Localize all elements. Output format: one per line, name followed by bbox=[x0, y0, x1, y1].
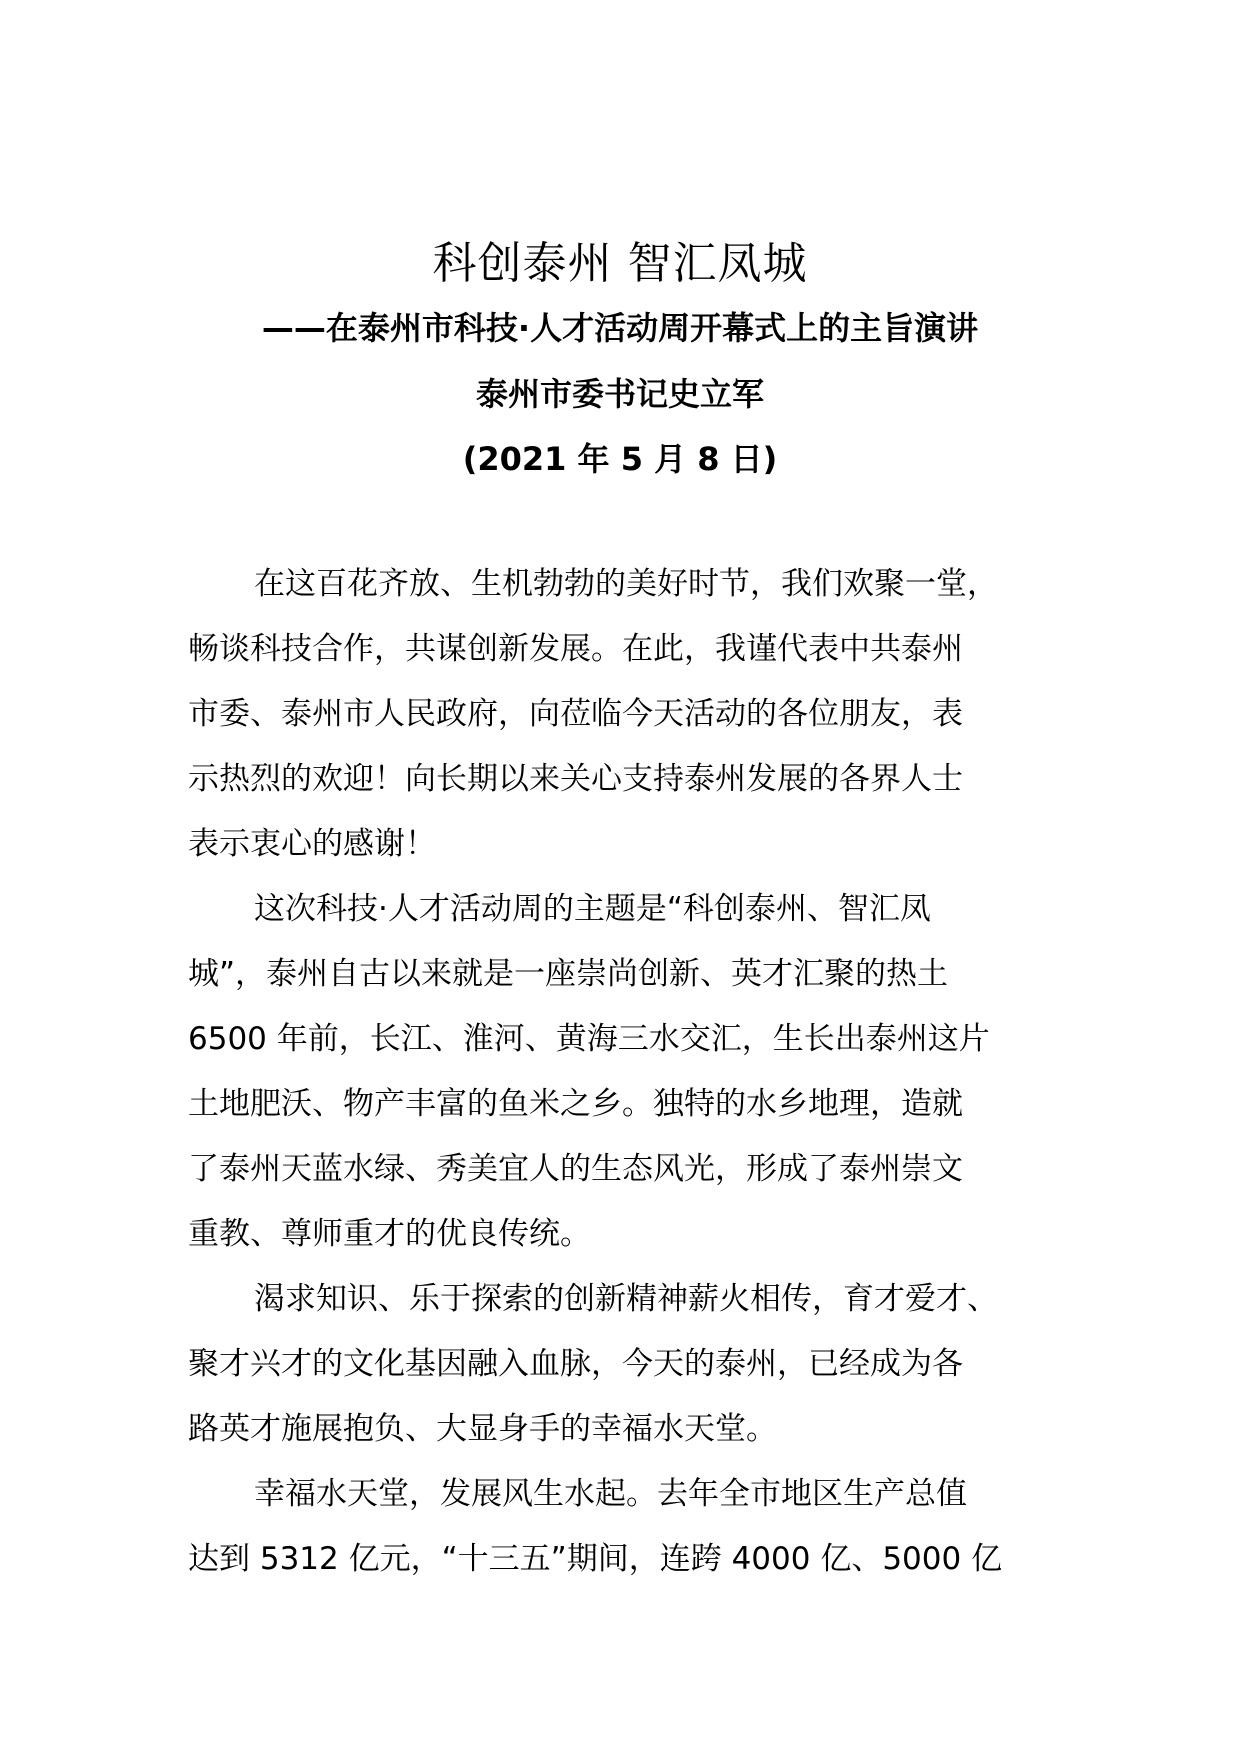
document-author: 泰州市委书记史立军 bbox=[475, 375, 764, 413]
paragraph-4-line-1: 幸福水天堂，发展风生水起。去年全市地区生产总值 bbox=[254, 1476, 967, 1512]
document-subtitle: ——在泰州市科技·人才活动周开幕式上的主旨演讲 bbox=[261, 309, 979, 347]
document-body bbox=[188, 552, 1088, 1592]
paragraph-3-line-3: 路英才施展抱负、大显身手的幸福水天堂。 bbox=[188, 1411, 777, 1447]
paragraph-4-line-2: 达到 5312 亿元，“十三五”期间，连跨 4000 亿、5000 亿 bbox=[188, 1541, 1003, 1577]
paragraph-1-line-2: 畅谈科技合作，共谋创新发展。在此，我谨代表中共泰州 bbox=[188, 631, 963, 667]
paragraph-2-line-1: 这次科技·人才活动周的主题是“科创泰州、智汇凤 bbox=[254, 891, 931, 927]
paragraph-3-line-1: 渴求知识、乐于探索的创新精神薪火相传，育才爱才、 bbox=[254, 1281, 998, 1317]
paragraph-1-line-4: 示热烈的欢迎！向长期以来关心支持泰州发展的各界人士 bbox=[188, 761, 963, 797]
paragraph-2-line-6: 重教、尊师重才的优良传统。 bbox=[188, 1216, 591, 1252]
document-title: 科创泰州 智汇凤城 bbox=[432, 238, 808, 289]
document-date: (2021 年 5 月 8 日) bbox=[462, 440, 778, 478]
paragraph-1-line-3: 市委、泰州市人民政府，向莅临今天活动的各位朋友，表 bbox=[188, 696, 963, 732]
paragraph-2-line-3: 6500 年前，长江、淮河、黄海三水交汇，生长出泰州这片 bbox=[188, 1021, 990, 1057]
paragraph-1-line-5: 表示衷心的感谢！ bbox=[188, 826, 436, 862]
paragraph-1-line-1: 在这百花齐放、生机勃勃的美好时节，我们欢聚一堂， bbox=[254, 566, 998, 602]
paragraph-2-line-2: 城”，泰州自古以来就是一座崇尚创新、英才汇聚的热土 bbox=[188, 956, 949, 992]
paragraph-2-line-5: 了泰州天蓝水绿、秀美宜人的生态风光，形成了泰州崇文 bbox=[188, 1151, 963, 1187]
paragraph-2-line-4: 土地肥沃、物产丰富的鱼米之乡。独特的水乡地理，造就 bbox=[188, 1086, 963, 1122]
paragraph-3-line-2: 聚才兴才的文化基因融入血脉，今天的泰州，已经成为各 bbox=[188, 1346, 963, 1382]
